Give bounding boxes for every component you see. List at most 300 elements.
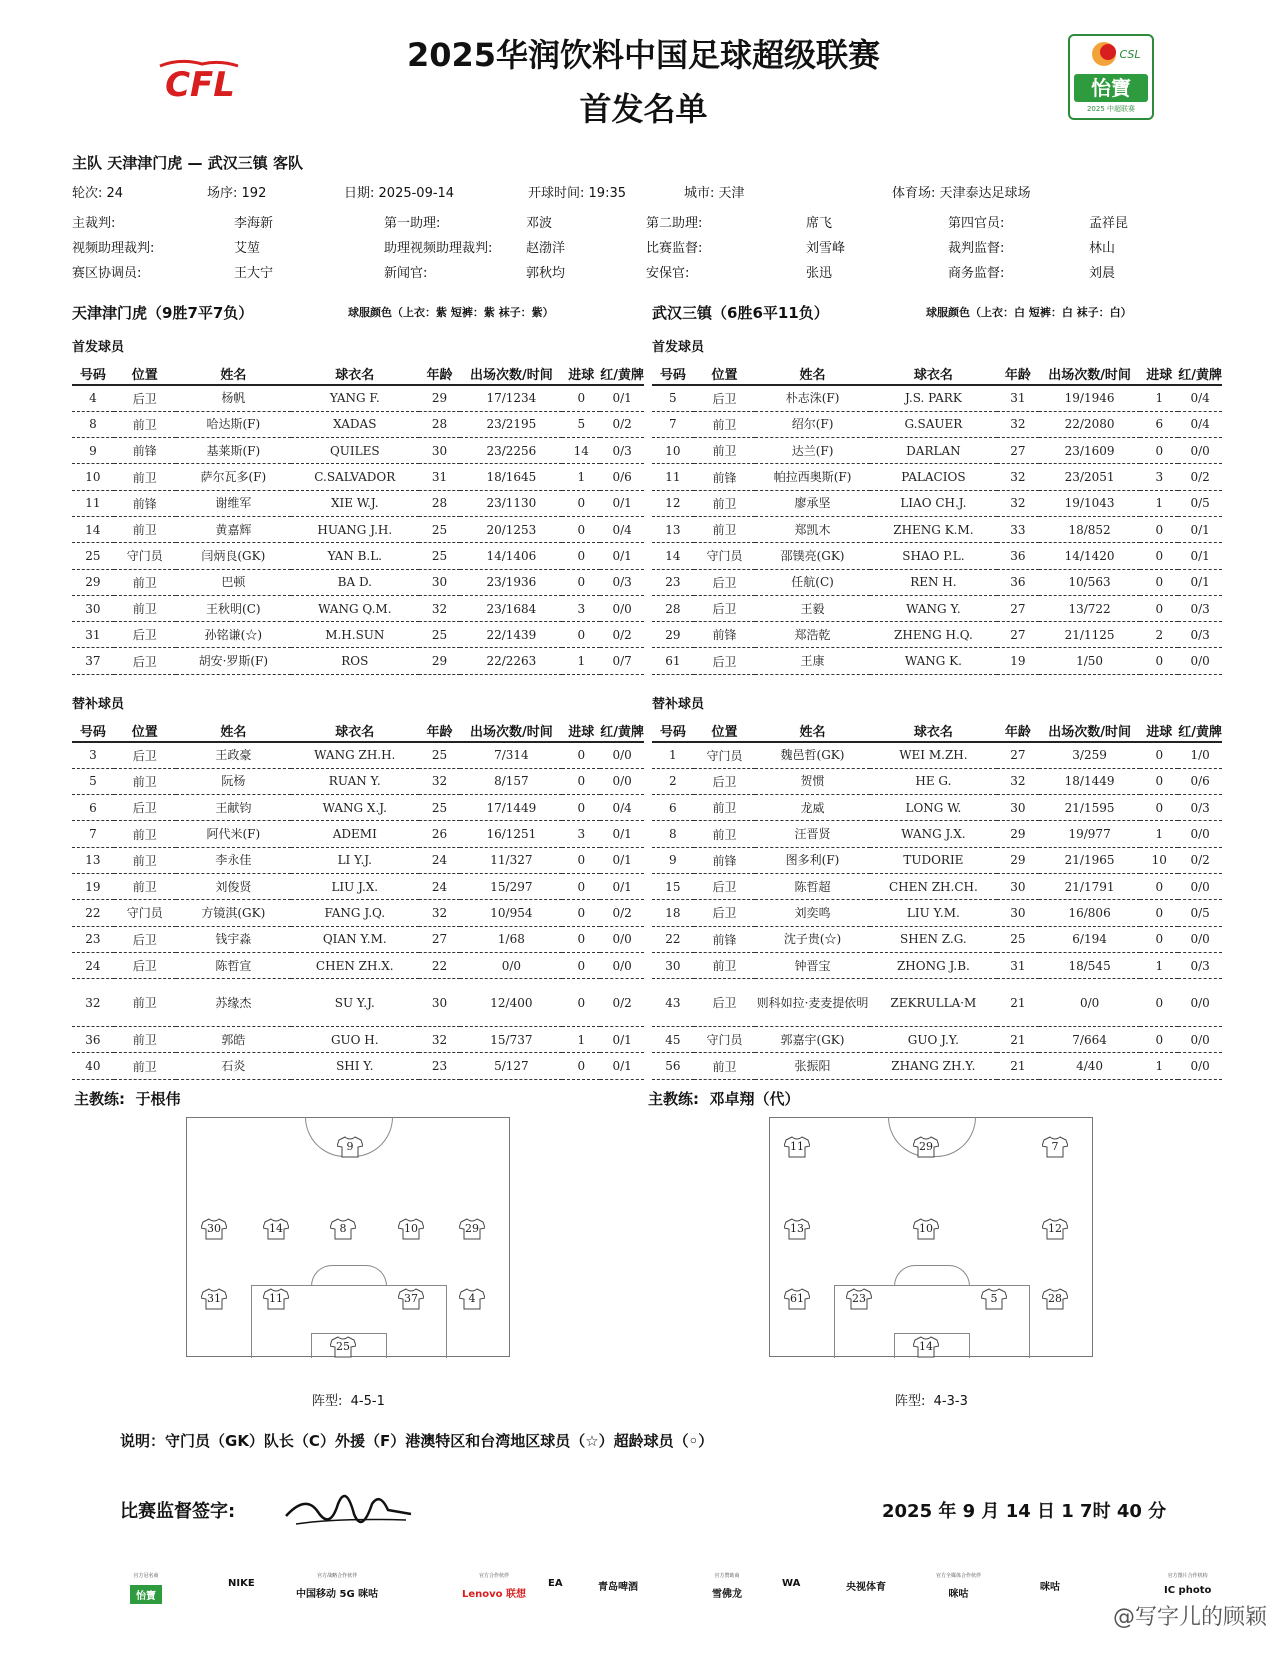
shirt-number: 8 bbox=[339, 1222, 347, 1235]
column-header: 出场次数/时间 bbox=[1039, 362, 1141, 385]
table-cell: 25 bbox=[419, 622, 461, 648]
sponsor-caption: 官方合作伙伴 bbox=[479, 1573, 510, 1579]
column-header: 进球 bbox=[1140, 719, 1178, 742]
column-header: 号码 bbox=[652, 362, 694, 385]
table-cell: 巴顿 bbox=[176, 569, 291, 595]
player-shirt-icon bbox=[263, 1218, 289, 1240]
shirt-number: 14 bbox=[919, 1340, 933, 1353]
home-subs-table bbox=[72, 719, 644, 1080]
table-cell: 1 bbox=[652, 742, 694, 768]
table-cell: 达兰(F) bbox=[755, 438, 870, 464]
table-cell: 22 bbox=[72, 900, 114, 926]
signature-datetime: 2025 年 9 月 14 日 1 7时 40 分 bbox=[882, 1501, 1167, 1522]
sponsor-caption: 官方图片合作机构 bbox=[1167, 1573, 1208, 1579]
table-cell: 前锋 bbox=[694, 622, 756, 648]
table-cell: 1/50 bbox=[1039, 648, 1141, 674]
table-cell: 王政豪 bbox=[176, 742, 291, 768]
table-cell: 0 bbox=[562, 979, 600, 1027]
table-cell: 0/4 bbox=[1178, 411, 1222, 437]
table-cell: 0/1 bbox=[600, 543, 644, 569]
table-row bbox=[652, 569, 1222, 595]
home-starters-table bbox=[72, 362, 644, 675]
table-cell: RUAN Y. bbox=[291, 768, 419, 794]
table-cell: 前卫 bbox=[694, 490, 756, 516]
table-cell: 21/1791 bbox=[1039, 873, 1141, 899]
table-cell: 0/2 bbox=[1178, 847, 1222, 873]
table-cell: 18 bbox=[652, 900, 694, 926]
table-cell: 前卫 bbox=[114, 821, 176, 847]
sponsor-name: Lenovo 联想 bbox=[462, 1589, 527, 1600]
cfl-logo bbox=[150, 58, 250, 104]
table-cell: ADEMI bbox=[291, 821, 419, 847]
table-cell: 前卫 bbox=[114, 411, 176, 437]
table-cell: 4 bbox=[72, 385, 114, 411]
player-shirt-icon bbox=[459, 1218, 485, 1240]
table-cell: 0 bbox=[562, 795, 600, 821]
table-cell: 0/2 bbox=[600, 979, 644, 1027]
away-starters-label: 首发球员 bbox=[652, 340, 705, 355]
table-cell: 31 bbox=[419, 464, 461, 490]
away-subs-table bbox=[652, 719, 1222, 1080]
match-number-info: 场序: 192 bbox=[207, 186, 267, 201]
table-cell: XIE W.J. bbox=[291, 490, 419, 516]
shirt-number: 29 bbox=[465, 1222, 479, 1235]
table-cell: 30 bbox=[652, 952, 694, 978]
table-cell: 11 bbox=[652, 464, 694, 490]
sponsor-logo bbox=[1164, 1572, 1211, 1596]
table-cell: 0/1 bbox=[600, 1053, 644, 1079]
table-cell: 19 bbox=[997, 648, 1039, 674]
table-cell: 0/0 bbox=[1178, 648, 1222, 674]
table-cell: 23/1684 bbox=[460, 595, 562, 621]
table-row bbox=[652, 1027, 1222, 1053]
table-cell: 32 bbox=[997, 411, 1039, 437]
table-cell: 31 bbox=[997, 385, 1039, 411]
table-cell: TUDORIE bbox=[870, 847, 997, 873]
table-cell: 守门员 bbox=[694, 742, 756, 768]
table-cell: 3 bbox=[562, 595, 600, 621]
table-cell: 0/1 bbox=[600, 490, 644, 516]
table-cell: 0/0 bbox=[1178, 821, 1222, 847]
shirt-number: 29 bbox=[919, 1140, 933, 1153]
table-cell: FANG J.Q. bbox=[291, 900, 419, 926]
table-cell: 7/664 bbox=[1039, 1027, 1141, 1053]
table-cell: CHEN ZH.X. bbox=[291, 952, 419, 978]
official-label: 视频助理裁判: bbox=[72, 241, 155, 256]
table-cell: 24 bbox=[419, 847, 461, 873]
table-row bbox=[72, 543, 644, 569]
table-cell: 23/1936 bbox=[460, 569, 562, 595]
table-cell: 32 bbox=[72, 979, 114, 1027]
table-cell: 1 bbox=[1140, 821, 1178, 847]
table-cell: 32 bbox=[419, 595, 461, 621]
shirt-number: 10 bbox=[404, 1222, 418, 1235]
table-cell: 则科如拉·麦麦提依明 bbox=[755, 979, 869, 1027]
table-cell: WANG Y. bbox=[870, 595, 997, 621]
player-shirt-icon bbox=[398, 1218, 424, 1240]
table-cell: 5 bbox=[652, 385, 694, 411]
table-cell: 29 bbox=[997, 847, 1039, 873]
table-cell: 前卫 bbox=[694, 795, 756, 821]
column-header: 姓名 bbox=[755, 362, 870, 385]
table-cell: 28 bbox=[419, 411, 461, 437]
table-cell: 18/852 bbox=[1039, 516, 1141, 542]
table-cell: 1 bbox=[562, 648, 600, 674]
table-row bbox=[72, 768, 644, 794]
table-cell: 0/1 bbox=[1178, 569, 1222, 595]
table-row bbox=[652, 543, 1222, 569]
sponsor-name: EA bbox=[548, 1578, 563, 1589]
sponsor-name: 央视体育 bbox=[846, 1582, 886, 1593]
table-cell: 0/3 bbox=[1178, 622, 1222, 648]
table-cell: 22/1439 bbox=[460, 622, 562, 648]
vs-separator: — bbox=[187, 154, 203, 172]
table-cell: 15/737 bbox=[460, 1027, 562, 1053]
page-subtitle: 首发名单 bbox=[579, 90, 708, 128]
table-cell: 2 bbox=[1140, 622, 1178, 648]
table-cell: 郭嘉宇(GK) bbox=[755, 1027, 869, 1053]
table-cell: 32 bbox=[997, 490, 1039, 516]
table-cell: 0 bbox=[1140, 516, 1178, 542]
table-cell: 28 bbox=[652, 595, 694, 621]
stadium-info: 体育场: 天津泰达足球场 bbox=[892, 186, 1031, 201]
sponsor-logo bbox=[462, 1572, 526, 1600]
official-name: 席飞 bbox=[806, 216, 833, 231]
table-row bbox=[652, 622, 1222, 648]
table-cell: 0 bbox=[562, 742, 600, 768]
table-cell: 14/1420 bbox=[1039, 543, 1141, 569]
player-shirt-icon bbox=[263, 1288, 289, 1310]
table-cell: 0/0 bbox=[1178, 1027, 1222, 1053]
table-row bbox=[652, 595, 1222, 621]
table-cell: 28 bbox=[419, 490, 461, 516]
player-shirt-icon bbox=[201, 1288, 227, 1310]
table-cell: 前锋 bbox=[694, 926, 756, 952]
shirt-number: 28 bbox=[1048, 1292, 1062, 1305]
official-name: 李海新 bbox=[234, 216, 274, 231]
table-row bbox=[72, 900, 644, 926]
table-cell: 0/3 bbox=[1178, 595, 1222, 621]
table-row bbox=[652, 742, 1222, 768]
official-name: 邓波 bbox=[526, 216, 553, 231]
table-cell: C.SALVADOR bbox=[291, 464, 419, 490]
table-cell: 10/954 bbox=[460, 900, 562, 926]
table-cell: 18/1645 bbox=[460, 464, 562, 490]
shirt-number: 4 bbox=[468, 1292, 476, 1305]
table-cell: 14 bbox=[562, 438, 600, 464]
home-team-header: 天津津门虎（9胜7平7负） bbox=[72, 304, 254, 322]
table-cell: 0/4 bbox=[600, 795, 644, 821]
table-cell: 前卫 bbox=[114, 516, 176, 542]
column-header: 年龄 bbox=[997, 362, 1039, 385]
official-name: 张迅 bbox=[806, 266, 833, 281]
column-header: 进球 bbox=[562, 719, 600, 742]
column-header: 姓名 bbox=[176, 719, 291, 742]
kickoff-info: 开球时间: 19:35 bbox=[528, 186, 626, 201]
table-cell: 5/127 bbox=[460, 1053, 562, 1079]
table-cell: CHEN ZH.CH. bbox=[870, 873, 997, 899]
table-cell: 哈达斯(F) bbox=[176, 411, 291, 437]
table-cell: WANG Q.M. bbox=[291, 595, 419, 621]
official-label: 第二助理: bbox=[646, 216, 703, 231]
player-shirt-icon bbox=[330, 1336, 356, 1358]
table-row bbox=[72, 821, 644, 847]
table-cell: 25 bbox=[419, 795, 461, 821]
official-label: 新闻官: bbox=[384, 266, 428, 281]
away-starters-table bbox=[652, 362, 1222, 675]
table-row bbox=[72, 795, 644, 821]
table-cell: YAN B.L. bbox=[291, 543, 419, 569]
table-cell: 29 bbox=[997, 821, 1039, 847]
table-cell: 后卫 bbox=[694, 648, 756, 674]
home-formation-pitch bbox=[186, 1117, 510, 1357]
table-cell: 14/1406 bbox=[460, 543, 562, 569]
table-cell: 前锋 bbox=[694, 464, 756, 490]
table-cell: 杨帆 bbox=[176, 385, 291, 411]
table-cell: 后卫 bbox=[114, 926, 176, 952]
table-cell: SU Y.J. bbox=[291, 979, 419, 1027]
table-cell: 0 bbox=[562, 569, 600, 595]
supervisor-signature bbox=[276, 1474, 416, 1544]
table-row bbox=[652, 516, 1222, 542]
table-cell: 22 bbox=[419, 952, 461, 978]
table-row bbox=[72, 1027, 644, 1053]
table-cell: LONG W. bbox=[870, 795, 997, 821]
column-header: 位置 bbox=[114, 362, 176, 385]
table-cell: J.S. PARK bbox=[870, 385, 997, 411]
table-cell: M.H.SUN bbox=[291, 622, 419, 648]
shirt-number: 11 bbox=[790, 1140, 804, 1153]
table-cell: ROS bbox=[291, 648, 419, 674]
official-label: 比赛监督: bbox=[646, 241, 703, 256]
sponsor-name: 咪咕 bbox=[1040, 1582, 1060, 1593]
penalty-arc bbox=[311, 1265, 387, 1286]
table-cell: 24 bbox=[72, 952, 114, 978]
column-header: 球衣名 bbox=[291, 719, 419, 742]
table-row bbox=[72, 595, 644, 621]
table-cell: 7 bbox=[72, 821, 114, 847]
table-cell: 0/0 bbox=[1178, 926, 1222, 952]
table-cell: 守门员 bbox=[114, 543, 176, 569]
table-cell: 30 bbox=[419, 438, 461, 464]
table-cell: 0/3 bbox=[1178, 795, 1222, 821]
away-kit-colors: 球服颜色（上衣：白 短裤：白 袜子：白） bbox=[926, 306, 1132, 319]
table-cell: 0/3 bbox=[600, 569, 644, 595]
official-label: 助理视频助理裁判: bbox=[384, 241, 493, 256]
player-shirt-icon bbox=[337, 1136, 363, 1158]
table-cell: 帕拉西奥斯(F) bbox=[755, 464, 870, 490]
shirt-number: 31 bbox=[207, 1292, 221, 1305]
column-header: 位置 bbox=[694, 719, 756, 742]
table-cell: 0/1 bbox=[600, 385, 644, 411]
table-cell: 0/7 bbox=[600, 648, 644, 674]
csl-logo-main: 怡寶 bbox=[1074, 74, 1148, 102]
table-cell: 0 bbox=[562, 622, 600, 648]
table-cell: 61 bbox=[652, 648, 694, 674]
table-cell: 前卫 bbox=[114, 569, 176, 595]
home-kit-colors: 球服颜色（上衣：紫 短裤：紫 袜子：紫） bbox=[348, 306, 554, 319]
table-cell: 19/1043 bbox=[1039, 490, 1141, 516]
away-label: 客队 bbox=[272, 154, 303, 172]
table-cell: 6 bbox=[1140, 411, 1178, 437]
table-cell: 24 bbox=[419, 873, 461, 899]
table-cell: 0/1 bbox=[600, 873, 644, 899]
table-cell: 贺惯 bbox=[755, 768, 869, 794]
shirt-number: 25 bbox=[336, 1340, 350, 1353]
table-row bbox=[652, 952, 1222, 978]
sponsor-name: NIKE bbox=[228, 1578, 255, 1589]
date-info: 日期: 2025-09-14 bbox=[344, 186, 455, 201]
table-row bbox=[72, 648, 644, 674]
table-cell: 22/2080 bbox=[1039, 411, 1141, 437]
table-cell: 43 bbox=[652, 979, 694, 1027]
column-header: 位置 bbox=[114, 719, 176, 742]
player-shirt-icon bbox=[913, 1136, 939, 1158]
column-header: 姓名 bbox=[755, 719, 869, 742]
table-cell: 李永佳 bbox=[176, 847, 291, 873]
sponsor-logo bbox=[846, 1572, 886, 1593]
official-name: 刘雪峰 bbox=[806, 241, 846, 256]
table-row bbox=[652, 821, 1222, 847]
table-cell: 45 bbox=[652, 1027, 694, 1053]
table-cell: 1 bbox=[562, 1027, 600, 1053]
table-cell: 0/1 bbox=[600, 821, 644, 847]
table-cell: 0/5 bbox=[1178, 900, 1222, 926]
home-label: 主队 bbox=[72, 154, 103, 172]
table-cell: 后卫 bbox=[114, 622, 176, 648]
table-row bbox=[72, 569, 644, 595]
table-cell: 32 bbox=[419, 768, 461, 794]
table-cell: 0 bbox=[562, 900, 600, 926]
player-shirt-icon bbox=[784, 1218, 810, 1240]
table-cell: 0/0 bbox=[1178, 979, 1222, 1027]
table-cell: HE G. bbox=[870, 768, 997, 794]
table-cell: 8 bbox=[652, 821, 694, 847]
official-name: 艾堃 bbox=[234, 241, 261, 256]
column-header: 出场次数/时间 bbox=[460, 362, 562, 385]
table-cell: 0/0 bbox=[1178, 438, 1222, 464]
table-cell: 31 bbox=[72, 622, 114, 648]
sponsor-logo bbox=[712, 1572, 742, 1600]
table-cell: 绍尔(F) bbox=[755, 411, 870, 437]
table-cell: 36 bbox=[997, 569, 1039, 595]
table-cell: 0 bbox=[562, 516, 600, 542]
table-cell: SHEN Z.G. bbox=[870, 926, 997, 952]
official-label: 主裁判: bbox=[72, 216, 116, 231]
sponsor-logo bbox=[598, 1572, 638, 1593]
table-cell: 1 bbox=[562, 464, 600, 490]
table-cell: SHAO P.L. bbox=[870, 543, 997, 569]
official-label: 赛区协调员: bbox=[72, 266, 142, 281]
table-cell: 22/2263 bbox=[460, 648, 562, 674]
home-starters-label: 首发球员 bbox=[72, 340, 125, 355]
shirt-number: 5 bbox=[990, 1292, 998, 1305]
table-cell: 25 bbox=[419, 543, 461, 569]
table-row bbox=[72, 979, 644, 1027]
table-cell: 钱宇淼 bbox=[176, 926, 291, 952]
table-cell: 1 bbox=[1140, 490, 1178, 516]
table-row bbox=[652, 438, 1222, 464]
table-cell: 0/0 bbox=[600, 952, 644, 978]
sponsor-name: WA bbox=[782, 1578, 801, 1589]
table-cell: 8 bbox=[72, 411, 114, 437]
table-cell: 前卫 bbox=[114, 1027, 176, 1053]
table-row bbox=[652, 1053, 1222, 1079]
table-cell: 后卫 bbox=[694, 900, 756, 926]
sponsor-name: IC photo bbox=[1164, 1585, 1212, 1596]
table-cell: 36 bbox=[72, 1027, 114, 1053]
table-row bbox=[652, 847, 1222, 873]
table-cell: 0 bbox=[1140, 768, 1178, 794]
home-subs-label: 替补球员 bbox=[72, 697, 125, 712]
column-header: 红/黄牌 bbox=[600, 719, 644, 742]
table-cell: 23/2256 bbox=[460, 438, 562, 464]
table-cell: 王毅 bbox=[755, 595, 870, 621]
shirt-number: 14 bbox=[269, 1222, 283, 1235]
table-cell: 21 bbox=[997, 1053, 1039, 1079]
table-cell: 0 bbox=[1140, 1027, 1178, 1053]
table-cell: 0 bbox=[1140, 438, 1178, 464]
table-cell: 0 bbox=[562, 847, 600, 873]
table-row bbox=[72, 385, 644, 411]
table-cell: 0 bbox=[1140, 900, 1178, 926]
column-header: 年龄 bbox=[997, 719, 1039, 742]
table-cell: 前锋 bbox=[694, 847, 756, 873]
table-cell: 30 bbox=[419, 979, 461, 1027]
city-info: 城市: 天津 bbox=[684, 186, 745, 201]
table-cell: 23 bbox=[419, 1053, 461, 1079]
table-cell: WANG ZH.H. bbox=[291, 742, 419, 768]
page-title: 2025华润饮料中国足球超级联赛 bbox=[406, 36, 881, 74]
table-cell: 基莱斯(F) bbox=[176, 438, 291, 464]
table-cell: 14 bbox=[652, 543, 694, 569]
player-shirt-icon bbox=[913, 1218, 939, 1240]
table-cell: ZHENG H.Q. bbox=[870, 622, 997, 648]
table-cell: 0/0 bbox=[600, 768, 644, 794]
table-cell: 0/1 bbox=[600, 1027, 644, 1053]
table-cell: 萨尔瓦多(F) bbox=[176, 464, 291, 490]
table-cell: 前卫 bbox=[114, 847, 176, 873]
legend-note: 说明：守门员（GK）队长（C）外援（F）港澳特区和台湾地区球员（☆）超龄球员（◦） bbox=[120, 1432, 714, 1450]
player-shirt-icon bbox=[981, 1288, 1007, 1310]
table-cell: 2 bbox=[652, 768, 694, 794]
table-cell: 22 bbox=[652, 926, 694, 952]
table-cell: 14 bbox=[72, 516, 114, 542]
table-cell: 任航(C) bbox=[755, 569, 870, 595]
table-cell: 后卫 bbox=[694, 768, 756, 794]
shirt-number: 9 bbox=[346, 1140, 354, 1153]
table-cell: 0/1 bbox=[1178, 516, 1222, 542]
table-cell: ZHENG K.M. bbox=[870, 516, 997, 542]
table-cell: 10 bbox=[72, 464, 114, 490]
official-name: 赵渤洋 bbox=[526, 241, 566, 256]
table-cell: 30 bbox=[72, 595, 114, 621]
table-cell: 后卫 bbox=[114, 385, 176, 411]
table-cell: 郑浩乾 bbox=[755, 622, 870, 648]
table-cell: 图多利(F) bbox=[755, 847, 869, 873]
csl-logo-bottom: 2025 中超联赛 bbox=[1086, 105, 1136, 113]
table-cell: 邵镤亮(GK) bbox=[755, 543, 870, 569]
table-cell: 孙铭谦(☆) bbox=[176, 622, 291, 648]
table-cell: 谢维军 bbox=[176, 490, 291, 516]
table-cell: 31 bbox=[997, 952, 1039, 978]
table-cell: 前卫 bbox=[114, 768, 176, 794]
table-cell: 6 bbox=[72, 795, 114, 821]
table-cell: 30 bbox=[997, 873, 1039, 899]
player-shirt-icon bbox=[330, 1218, 356, 1240]
table-cell: 前卫 bbox=[114, 979, 176, 1027]
table-cell: 后卫 bbox=[694, 569, 756, 595]
